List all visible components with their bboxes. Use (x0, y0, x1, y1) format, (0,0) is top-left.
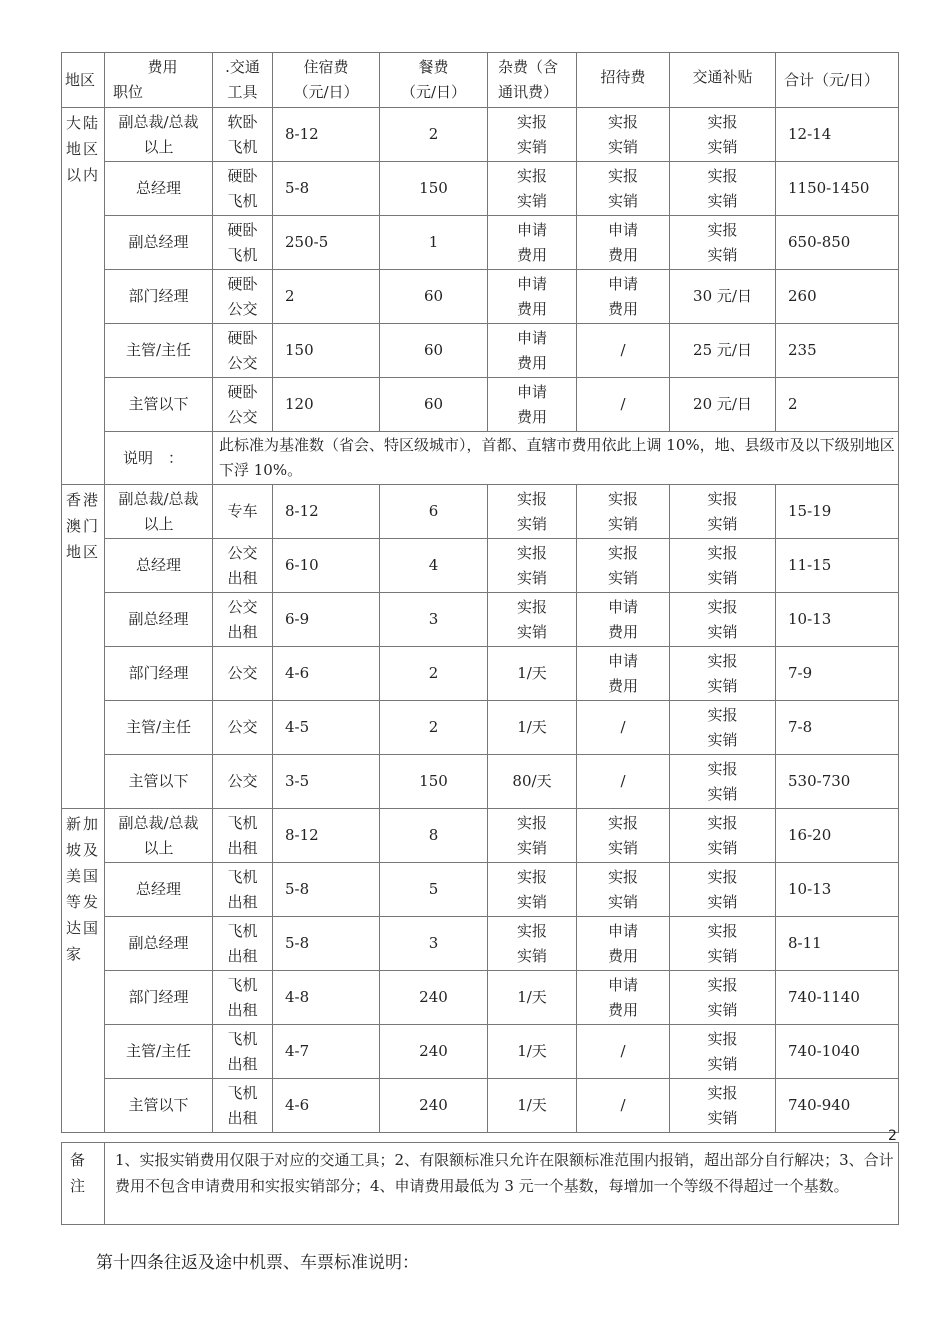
transport-cell: 公交 (213, 755, 273, 809)
section-heading: 第十四条往返及途中机票、车票标准说明： (96, 1253, 419, 1273)
region-cell: 香港 澳门 地区 (62, 485, 105, 809)
lodging-cell: 8-12 (273, 108, 380, 162)
note-text: 此标准为基准数（省会、特区级城市），首都、直辖市费用依此上调 10%，地、县级市及以下级别地区下浮 10%。 (213, 432, 899, 485)
transport-cell: 飞机 出租 (213, 863, 273, 917)
misc-cell: 实报 实销 (488, 863, 577, 917)
entertainment-cell: 申请 费用 (577, 216, 670, 270)
table-row (62, 809, 899, 863)
table-row (62, 1025, 899, 1079)
meals-cell: 3 (380, 593, 488, 647)
table-row (62, 162, 899, 216)
total-cell: 16-20 (776, 809, 899, 863)
transport-cell: 软卧 飞机 (213, 108, 273, 162)
transport-cell: 飞机 出租 (213, 971, 273, 1025)
header-meals: 餐费 （元/日） (380, 53, 488, 108)
transport-cell: 硬卧 公交 (213, 378, 273, 432)
transport-cell: 公交 出租 (213, 593, 273, 647)
total-cell: 2 (776, 378, 899, 432)
remarks-box (61, 1142, 899, 1225)
meals-cell: 240 (380, 971, 488, 1025)
lodging-cell: 4-6 (273, 647, 380, 701)
table-row (62, 324, 899, 378)
misc-cell: 1/天 (488, 1079, 577, 1133)
misc-cell: 80/天 (488, 755, 577, 809)
table-row (62, 108, 899, 162)
entertainment-cell: / (577, 1025, 670, 1079)
position-cell: 主管/主任 (105, 1025, 213, 1079)
position-cell: 部门经理 (105, 971, 213, 1025)
lodging-cell: 120 (273, 378, 380, 432)
lodging-cell: 4-5 (273, 701, 380, 755)
lodging-cell: 2 (273, 270, 380, 324)
position-cell: 主管以下 (105, 755, 213, 809)
table-row (62, 539, 899, 593)
allowance-cell: 实报 实销 (670, 755, 776, 809)
total-cell: 10-13 (776, 593, 899, 647)
misc-cell: 实报 实销 (488, 539, 577, 593)
entertainment-cell: 申请 费用 (577, 647, 670, 701)
position-cell: 副总经理 (105, 593, 213, 647)
entertainment-cell: 申请 费用 (577, 593, 670, 647)
meals-cell: 8 (380, 809, 488, 863)
table-row (62, 917, 899, 971)
entertainment-cell: 申请 费用 (577, 971, 670, 1025)
lodging-cell: 6-9 (273, 593, 380, 647)
lodging-cell: 250-5 (273, 216, 380, 270)
entertainment-cell: / (577, 701, 670, 755)
allowance-cell: 实报 实销 (670, 539, 776, 593)
misc-cell: 1/天 (488, 701, 577, 755)
lodging-cell: 4-6 (273, 1079, 380, 1133)
position-cell: 主管以下 (105, 378, 213, 432)
position-cell: 主管以下 (105, 1079, 213, 1133)
total-cell: 7-9 (776, 647, 899, 701)
allowance-cell: 实报 实销 (670, 971, 776, 1025)
entertainment-cell: / (577, 378, 670, 432)
misc-cell: 1/天 (488, 647, 577, 701)
position-cell: 副总裁/总裁 以上 (105, 809, 213, 863)
position-cell: 部门经理 (105, 647, 213, 701)
table-row (62, 863, 899, 917)
entertainment-cell: 实报 实销 (577, 863, 670, 917)
total-cell: 260 (776, 270, 899, 324)
note-label: 说明 ： (105, 432, 213, 485)
header-transport-allowance: 交通补贴 (670, 53, 776, 108)
position-cell: 主管/主任 (105, 701, 213, 755)
meals-cell: 3 (380, 917, 488, 971)
allowance-cell: 25 元/日 (670, 324, 776, 378)
header-lodging: 住宿费 （元/日） (273, 53, 380, 108)
table-row (62, 485, 899, 539)
meals-cell: 4 (380, 539, 488, 593)
allowance-cell: 实报 实销 (670, 701, 776, 755)
transport-cell: 飞机 出租 (213, 1079, 273, 1133)
meals-cell: 240 (380, 1079, 488, 1133)
misc-cell: 申请 费用 (488, 378, 577, 432)
transport-cell: 公交 (213, 647, 273, 701)
table-row (62, 270, 899, 324)
entertainment-cell: / (577, 324, 670, 378)
misc-cell: 实报 实销 (488, 917, 577, 971)
header-total: 合计（元/日） (776, 53, 899, 108)
remarks-label: 备 注 (62, 1143, 105, 1225)
region-cell: 新加 坡及 美国 等发 达国 家 (62, 809, 105, 1133)
misc-cell: 申请 费用 (488, 216, 577, 270)
meals-cell: 2 (380, 701, 488, 755)
meals-cell: 1 (380, 216, 488, 270)
meals-cell: 5 (380, 863, 488, 917)
transport-cell: 飞机 出租 (213, 809, 273, 863)
transport-cell: 公交 (213, 701, 273, 755)
total-cell: 7-8 (776, 701, 899, 755)
lodging-cell: 5-8 (273, 917, 380, 971)
travel-expense-table (61, 52, 899, 1133)
meals-cell: 2 (380, 647, 488, 701)
transport-cell: 硬卧 飞机 (213, 162, 273, 216)
transport-cell: 公交 出租 (213, 539, 273, 593)
position-cell: 副总裁/总裁 以上 (105, 485, 213, 539)
table-row (62, 647, 899, 701)
total-cell: 11-15 (776, 539, 899, 593)
meals-cell: 240 (380, 1025, 488, 1079)
position-cell: 主管/主任 (105, 324, 213, 378)
misc-cell: 实报 实销 (488, 593, 577, 647)
transport-cell: 飞机 出租 (213, 1025, 273, 1079)
allowance-cell: 20 元/日 (670, 378, 776, 432)
allowance-cell: 实报 实销 (670, 917, 776, 971)
position-cell: 部门经理 (105, 270, 213, 324)
misc-cell: 申请 费用 (488, 324, 577, 378)
entertainment-cell: / (577, 1079, 670, 1133)
total-cell: 740-1140 (776, 971, 899, 1025)
lodging-cell: 150 (273, 324, 380, 378)
entertainment-cell: 实报 实销 (577, 485, 670, 539)
misc-cell: 实报 实销 (488, 108, 577, 162)
position-cell: 副总经理 (105, 917, 213, 971)
page-number: 2 (888, 1128, 897, 1144)
table-row (62, 971, 899, 1025)
transport-cell: 专车 (213, 485, 273, 539)
allowance-cell: 30 元/日 (670, 270, 776, 324)
lodging-cell: 6-10 (273, 539, 380, 593)
entertainment-cell: 实报 实销 (577, 108, 670, 162)
header-transport: .交通 工具 (213, 53, 273, 108)
total-cell: 1150-1450 (776, 162, 899, 216)
table-row (62, 378, 899, 432)
allowance-cell: 实报 实销 (670, 216, 776, 270)
entertainment-cell: 申请 费用 (577, 270, 670, 324)
total-cell: 740-1040 (776, 1025, 899, 1079)
position-cell: 副总经理 (105, 216, 213, 270)
total-cell: 12-14 (776, 108, 899, 162)
table-row (62, 1079, 899, 1133)
entertainment-cell: / (577, 755, 670, 809)
total-cell: 8-11 (776, 917, 899, 971)
allowance-cell: 实报 实销 (670, 1025, 776, 1079)
header-misc: 杂费（含 通讯费） (488, 53, 577, 108)
meals-cell: 60 (380, 270, 488, 324)
position-cell: 总经理 (105, 539, 213, 593)
lodging-cell: 8-12 (273, 809, 380, 863)
position-cell: 副总裁/总裁 以上 (105, 108, 213, 162)
allowance-cell: 实报 实销 (670, 485, 776, 539)
remarks-text: 1、实报实销费用仅限于对应的交通工具；2、有限额标准只允许在限额标准范围内报销，超出部分自行解决；3、合计费用不包含申请费用和实报实销部分；4、申请费用最低为 3 元一个基数，每增加一个等级不得超过一个基数。 (105, 1143, 899, 1225)
lodging-cell: 4-7 (273, 1025, 380, 1079)
allowance-cell: 实报 实销 (670, 809, 776, 863)
lodging-cell: 5-8 (273, 162, 380, 216)
meals-cell: 150 (380, 162, 488, 216)
misc-cell: 申请 费用 (488, 270, 577, 324)
allowance-cell: 实报 实销 (670, 1079, 776, 1133)
section-note-row (62, 432, 899, 485)
header-row (62, 53, 899, 108)
misc-cell: 1/天 (488, 1025, 577, 1079)
lodging-cell: 8-12 (273, 485, 380, 539)
header-region: 地区 (62, 53, 105, 108)
total-cell: 740-940 (776, 1079, 899, 1133)
position-cell: 总经理 (105, 863, 213, 917)
misc-cell: 实报 实销 (488, 162, 577, 216)
lodging-cell: 3-5 (273, 755, 380, 809)
misc-cell: 1/天 (488, 971, 577, 1025)
table-row (62, 593, 899, 647)
table-row (62, 701, 899, 755)
allowance-cell: 实报 实销 (670, 108, 776, 162)
table-row (62, 216, 899, 270)
entertainment-cell: 实报 实销 (577, 539, 670, 593)
misc-cell: 实报 实销 (488, 809, 577, 863)
lodging-cell: 4-8 (273, 971, 380, 1025)
lodging-cell: 5-8 (273, 863, 380, 917)
transport-cell: 硬卧 公交 (213, 270, 273, 324)
meals-cell: 150 (380, 755, 488, 809)
header-cost-position: 费用 职位 (105, 53, 213, 108)
entertainment-cell: 实报 实销 (577, 162, 670, 216)
transport-cell: 硬卧 飞机 (213, 216, 273, 270)
transport-cell: 飞机 出租 (213, 917, 273, 971)
total-cell: 15-19 (776, 485, 899, 539)
total-cell: 530-730 (776, 755, 899, 809)
allowance-cell: 实报 实销 (670, 593, 776, 647)
total-cell: 10-13 (776, 863, 899, 917)
position-cell: 总经理 (105, 162, 213, 216)
misc-cell: 实报 实销 (488, 485, 577, 539)
meals-cell: 60 (380, 324, 488, 378)
entertainment-cell: 申请 费用 (577, 917, 670, 971)
region-cell: 大陆 地区 以内 (62, 108, 105, 485)
header-entertainment: 招待费 (577, 53, 670, 108)
total-cell: 650-850 (776, 216, 899, 270)
meals-cell: 2 (380, 108, 488, 162)
transport-cell: 硬卧 公交 (213, 324, 273, 378)
allowance-cell: 实报 实销 (670, 647, 776, 701)
allowance-cell: 实报 实销 (670, 863, 776, 917)
table-row (62, 755, 899, 809)
meals-cell: 6 (380, 485, 488, 539)
meals-cell: 60 (380, 378, 488, 432)
total-cell: 235 (776, 324, 899, 378)
allowance-cell: 实报 实销 (670, 162, 776, 216)
entertainment-cell: 实报 实销 (577, 809, 670, 863)
